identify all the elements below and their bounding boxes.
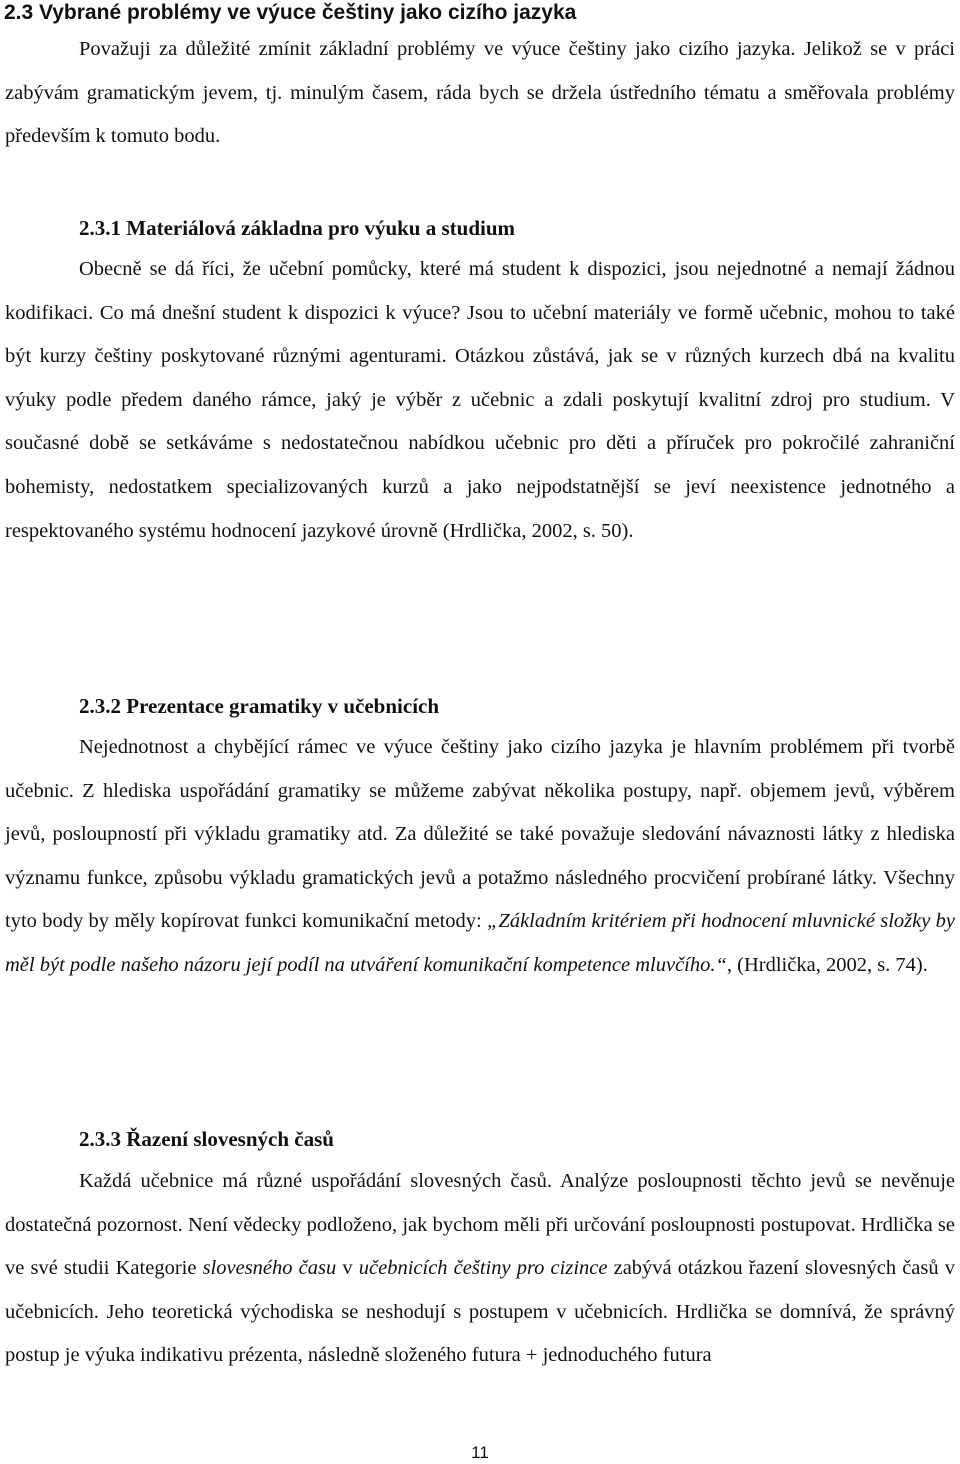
study-title-part-2: učebnicích češtiny pro cizince (358, 1257, 608, 1280)
paragraph-tenses-mid: v (336, 1257, 359, 1280)
paragraph-grammar-start: Nejednotnost a chybějící rámec ve výuce češtiny jako cizího jazyka je hlavním problémem při tvorbě učebnic. Z hlediska uspořádání gramatiky se můžeme zabývat několika postupy, např. objemem jevů, výběrem jevů, posloupností při výkladu gramatiky atd. Za důležité se také považuje sledování návaznosti látky z hlediska významu funkce, způsobu výkladu gramatických jevů a potažmo následného procvičení probírané látky. Všechny tyto body by měly kopírovat funkci komunikační metody: (5, 736, 955, 933)
quote-hrdlicka: „Základním kritériem při hodnocení mluvnické složky by měl být podle našeho názoru její podíl na utváření komunikační kompetence mluvčího.“ (5, 910, 955, 976)
paragraph-tenses-end: zabývá otázkou řazení slovesných časů v učebnicích. Jeho teoretická východiska se neshodují s postupem v učebnicích. Hrdlička se domnívá, že správný postup je výuka indikativu prézenta, následně složeného futura + jednoduchého futura (5, 1257, 955, 1367)
paragraph-tenses (5, 1160, 955, 1424)
paragraph-grammar (5, 726, 955, 988)
subsection-heading-grammar: 2.3.2 Prezentace gramatiky v učebnicích (79, 694, 440, 718)
paragraph-grammar-end: , (Hrdlička, 2002, s. 74). (726, 953, 928, 976)
page-number: 11 (471, 1443, 489, 1462)
intro-paragraph: Považuji za důležité zmínit základní problémy ve výuce češtiny jako cizího jazyka. Jelikož se v práci zabývám gramatickým jevem, tj. minulým časem, ráda bych se držela ústředního tématu a směřovala problémy především k tomuto bodu. (5, 38, 955, 148)
study-title-part-1: slovesného času (202, 1257, 337, 1280)
paragraph-tenses-start: Každá učebnice má různé uspořádání slovesných časů. Analýze posloupnosti těchto jevů se nevěnuje dostatečná pozornost. Není vědecky podloženo, jak bychom měli při určování posloupnosti postupovat. Hrdlička se ve své studii Kategorie (5, 1170, 955, 1280)
paragraph-materials: Obecně se dá říci, že učební pomůcky, které má student k dispozici, jsou nejednotné a nemají žádnou kodifikaci. Co má dnešní student k dispozici k výuce? Jsou to učební materiály ve formě učebnic, mohou to také být kurzy češtiny poskytované různými agenturami. Otázkou zůstává, jak se v různých kurzech dbá na kvalitu výuky podle předem daného rámce, jaký je výběr z učebnic a zdali poskytují kvalitní zdroj pro studium. V současné době se setkáváme s nedostatečnou nabídkou učebnic pro děti a příruček pro pokročilé zahraniční bohemisty, nedostatkem specializovaných kurzů a jako nejpodstatnější se jeví neexistence jednotného a respektovaného systému hodnocení jazykové úrovně (Hrdlička, 2002, s. 50). (5, 258, 955, 542)
subsection-heading-materials: 2.3.1 Materiálová základna pro výuku a studium (79, 216, 516, 240)
subsection-heading-tenses: 2.3.3 Řazení slovesných časů (79, 1127, 334, 1151)
section-heading: 2.3 Vybrané problémy ve výuce češtiny jako cizího jazyka (4, 1, 577, 24)
